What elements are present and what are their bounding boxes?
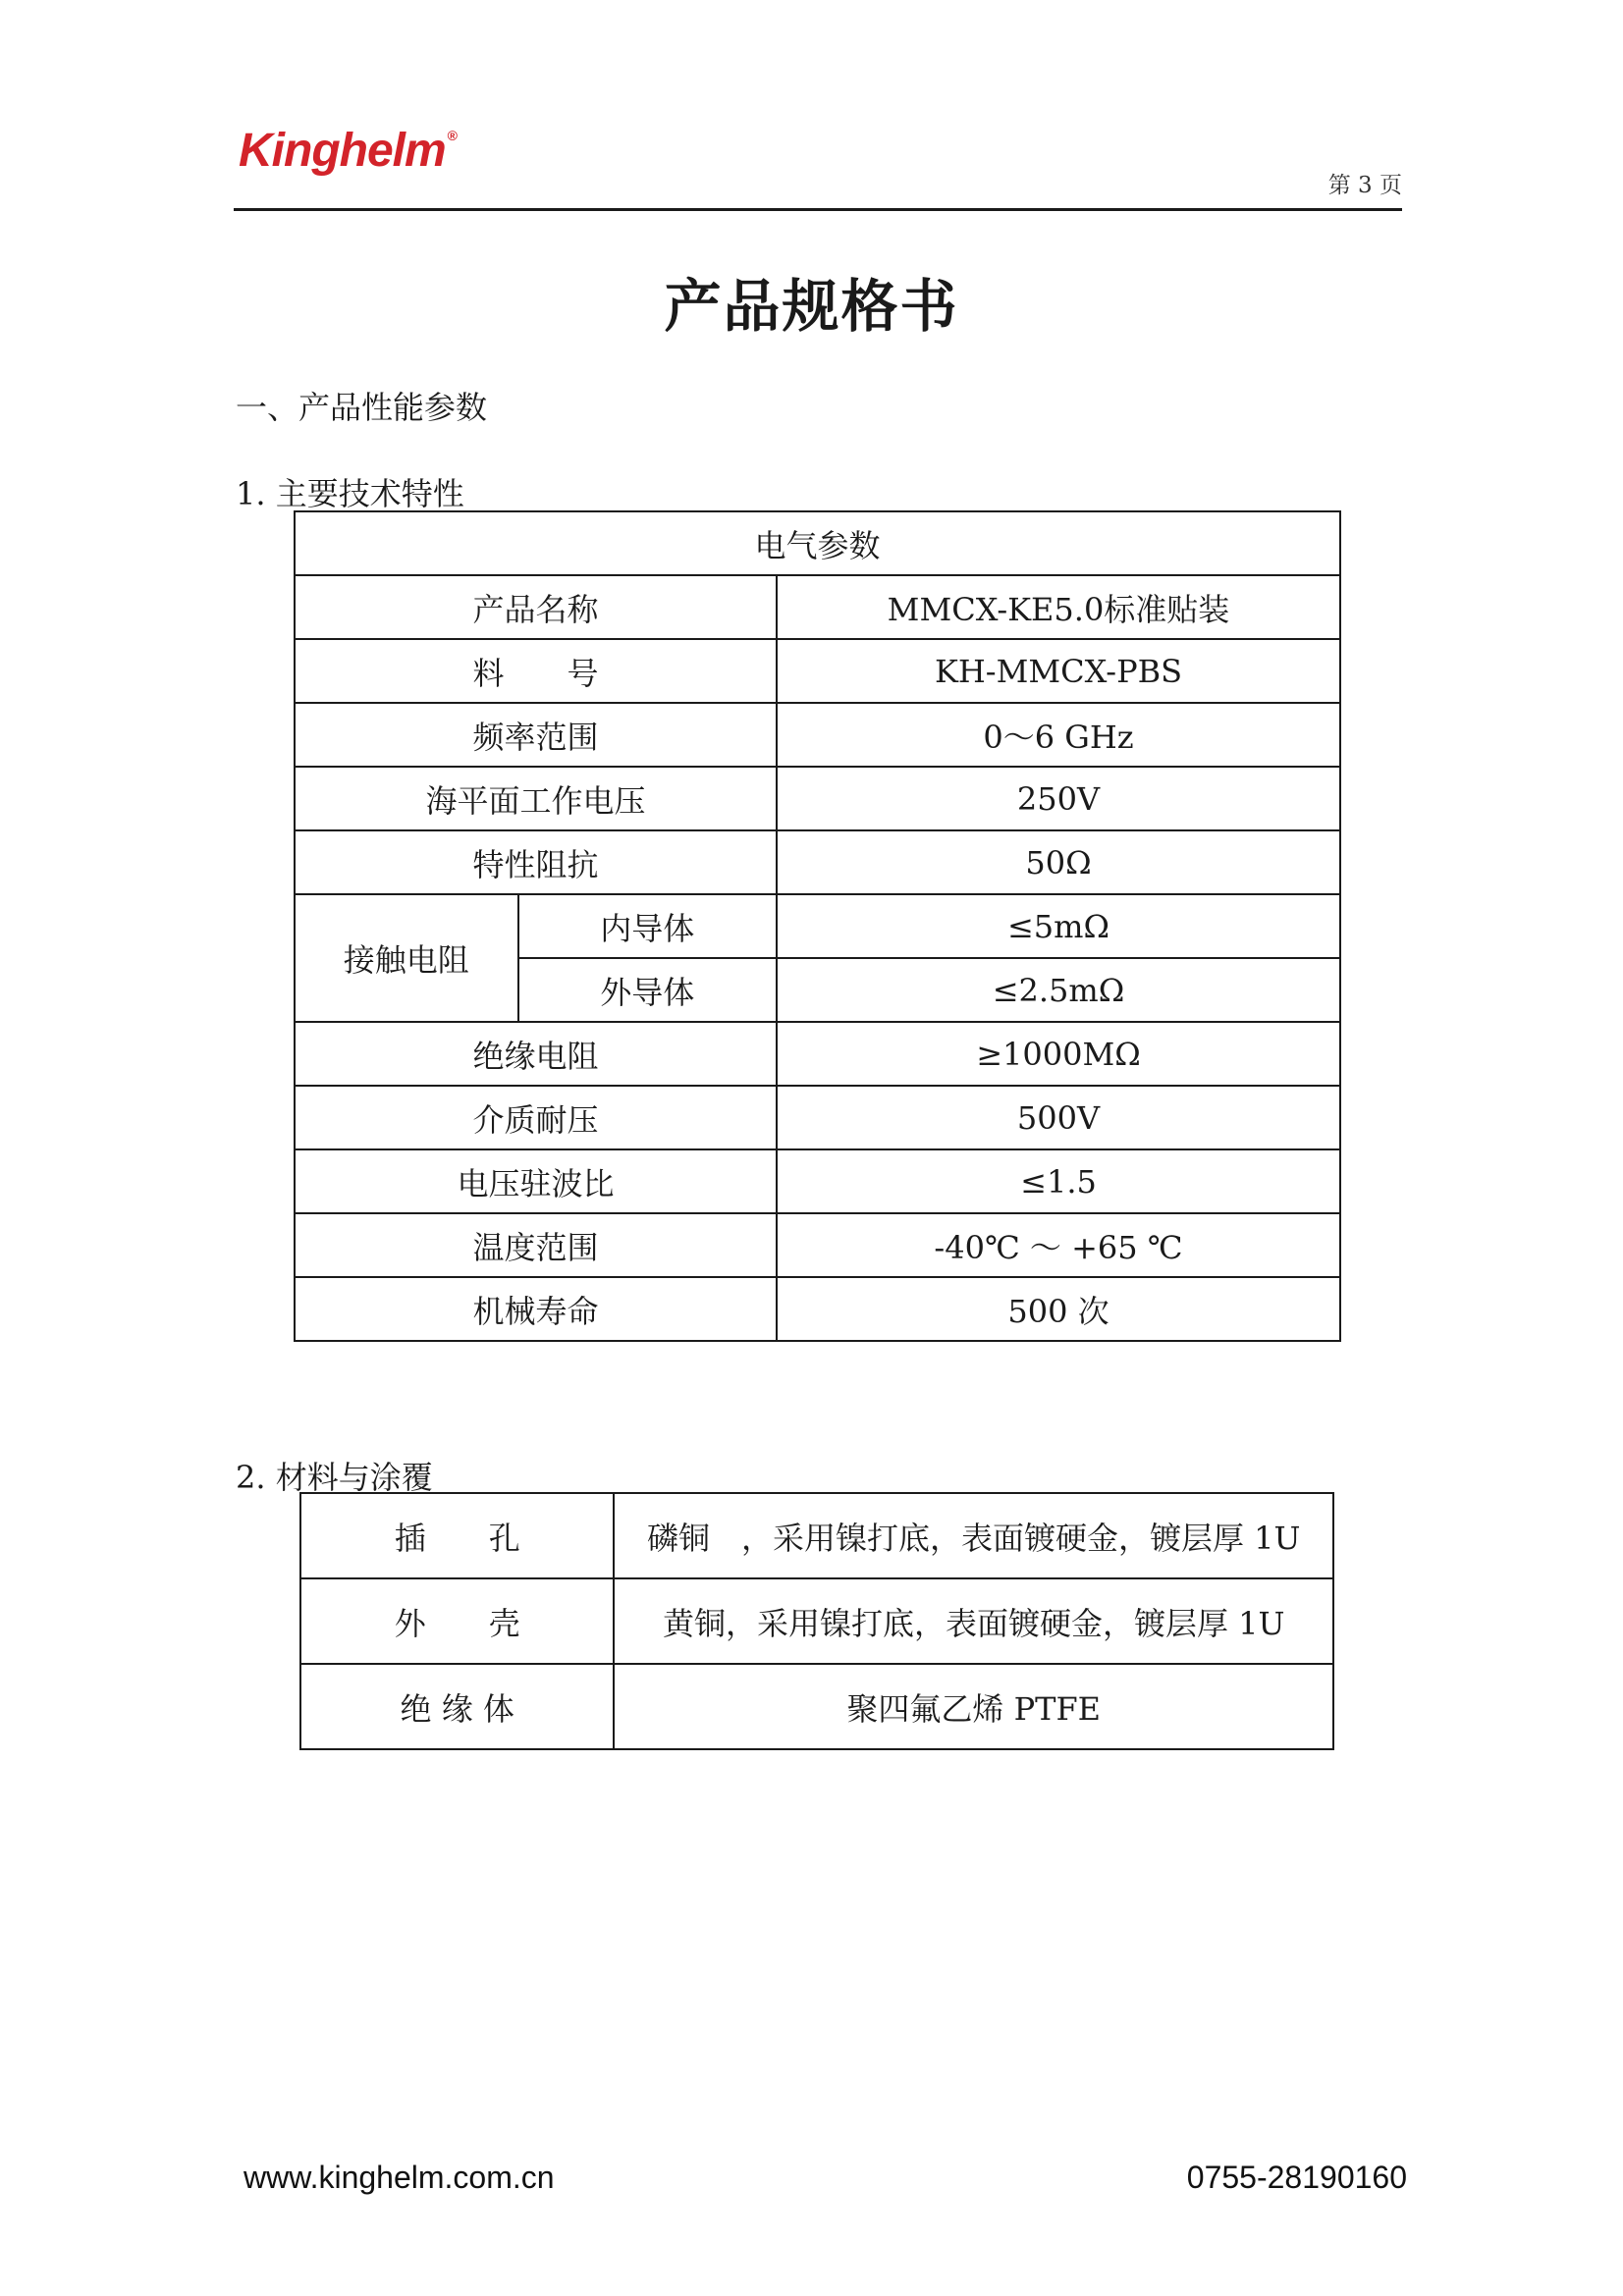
param-label: 介质耐压 bbox=[295, 1086, 777, 1149]
param-value: MMCX-KE5.0标准贴装 bbox=[777, 575, 1340, 639]
table-row bbox=[295, 1149, 1340, 1213]
param-label: 料 号 bbox=[295, 639, 777, 703]
param-value: KH-MMCX-PBS bbox=[777, 639, 1340, 703]
footer-website: www.kinghelm.com.cn bbox=[243, 2160, 555, 2195]
materials-coating-table bbox=[299, 1492, 1334, 1750]
table-row bbox=[295, 1213, 1340, 1277]
param-value: ≥1000MΩ bbox=[777, 1022, 1340, 1086]
header-divider bbox=[234, 208, 1402, 211]
param-label: 绝缘电阻 bbox=[295, 1022, 777, 1086]
param-value: 250V bbox=[777, 767, 1340, 830]
table-row bbox=[295, 703, 1340, 767]
subsection-heading-key-specs: 1. 主要技术特性 bbox=[236, 475, 464, 512]
footer-phone: 0755-28190160 bbox=[1186, 2160, 1407, 2195]
outer-conductor-label: 外导体 bbox=[518, 958, 777, 1022]
table-row bbox=[295, 575, 1340, 639]
material-part: 绝 缘 体 bbox=[300, 1664, 614, 1749]
param-label: 温度范围 bbox=[295, 1213, 777, 1277]
param-label: 频率范围 bbox=[295, 703, 777, 767]
inner-conductor-label: 内导体 bbox=[518, 894, 777, 958]
material-spec: 黄铜，采用镍打底，表面镀硬金，镀层厚 1U bbox=[614, 1578, 1333, 1664]
electrical-parameters-table bbox=[294, 510, 1341, 1342]
param-value: 0～6 GHz bbox=[777, 703, 1340, 767]
table-row bbox=[295, 1277, 1340, 1341]
kinghelm-logo bbox=[239, 124, 457, 178]
registered-mark: ® bbox=[447, 128, 457, 143]
table-row bbox=[300, 1664, 1333, 1749]
table-row bbox=[295, 1086, 1340, 1149]
material-part: 插 孔 bbox=[300, 1493, 614, 1578]
param-label: 机械寿命 bbox=[295, 1277, 777, 1341]
table-row bbox=[295, 767, 1340, 830]
page-number: 第 3 页 bbox=[1327, 173, 1402, 198]
param-value: 500 次 bbox=[777, 1277, 1340, 1341]
param-label: 电压驻波比 bbox=[295, 1149, 777, 1213]
table-heading: 电气参数 bbox=[295, 511, 1340, 575]
param-label: 海平面工作电压 bbox=[295, 767, 777, 830]
material-part: 外 壳 bbox=[300, 1578, 614, 1664]
param-value: -40℃ ～ +65 ℃ bbox=[777, 1213, 1340, 1277]
section-heading-performance: 一、产品性能参数 bbox=[236, 389, 488, 426]
table-row bbox=[295, 830, 1340, 894]
contact-resistance-label: 接触电阻 bbox=[295, 894, 518, 1022]
subsection-heading-materials: 2. 材料与涂覆 bbox=[236, 1459, 433, 1496]
param-label: 产品名称 bbox=[295, 575, 777, 639]
param-value: 50Ω bbox=[777, 830, 1340, 894]
table-row bbox=[295, 1022, 1340, 1086]
param-value: 500V bbox=[777, 1086, 1340, 1149]
document-title: 产品规格书 bbox=[664, 273, 959, 340]
table-row bbox=[295, 894, 1340, 958]
material-spec: 磷铜 ，采用镍打底，表面镀硬金，镀层厚 1U bbox=[614, 1493, 1333, 1578]
material-spec: 聚四氟乙烯 PTFE bbox=[614, 1664, 1333, 1749]
outer-conductor-value: ≤2.5mΩ bbox=[777, 958, 1340, 1022]
inner-conductor-value: ≤5mΩ bbox=[777, 894, 1340, 958]
param-label: 特性阻抗 bbox=[295, 830, 777, 894]
table-row bbox=[300, 1578, 1333, 1664]
table-row bbox=[295, 639, 1340, 703]
param-value: ≤1.5 bbox=[777, 1149, 1340, 1213]
table-row bbox=[300, 1493, 1333, 1578]
logo-text: Kinghelm bbox=[239, 125, 446, 177]
